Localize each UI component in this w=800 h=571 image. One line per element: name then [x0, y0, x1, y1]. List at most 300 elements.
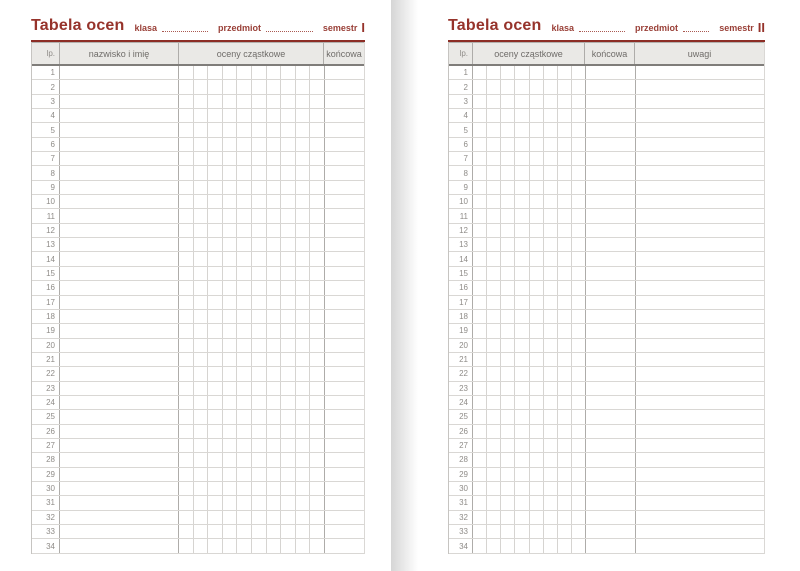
grade-cell [267, 482, 282, 495]
grade-cell [558, 138, 572, 151]
row-number: 28 [32, 453, 60, 466]
semester-label: semestr [322, 23, 358, 33]
table-row [449, 367, 764, 381]
grade-cell [558, 252, 572, 265]
grade-cell [179, 80, 194, 93]
grade-cell [252, 539, 267, 552]
grade-cell [208, 195, 223, 208]
grade-cell [572, 310, 585, 323]
column-header-final: końcowa [326, 48, 362, 59]
row-number: 22 [32, 367, 60, 380]
grade-cell [281, 267, 296, 280]
grade-cell [558, 367, 572, 380]
grade-cell [487, 539, 501, 552]
grade-cell [223, 496, 238, 509]
grade-cell [223, 367, 238, 380]
grade-cell [296, 511, 311, 524]
name-cell [60, 382, 179, 395]
grade-cell [194, 166, 209, 179]
grade-cells [179, 525, 325, 538]
grade-cell [194, 238, 209, 251]
grade-cell [194, 453, 209, 466]
grade-cells [473, 95, 586, 108]
grade-cell [252, 310, 267, 323]
table-row [32, 439, 364, 453]
name-cell [60, 339, 179, 352]
grade-cell [487, 353, 501, 366]
row-number: 23 [449, 382, 473, 395]
grade-cell [310, 453, 324, 466]
grade-cell [558, 439, 572, 452]
name-cell [60, 195, 179, 208]
table-row [32, 511, 364, 525]
grade-cell [515, 425, 529, 438]
grade-cell [572, 166, 585, 179]
grade-cell [281, 453, 296, 466]
grade-cell [544, 324, 558, 337]
grade-cell [296, 80, 311, 93]
grade-cell [252, 324, 267, 337]
grade-cell [530, 353, 544, 366]
grade-cell [281, 281, 296, 294]
table-row [449, 296, 764, 310]
row-number: 32 [449, 511, 473, 524]
row-number: 34 [449, 539, 473, 552]
name-cell [60, 496, 179, 509]
table-row [449, 95, 764, 109]
grade-cell [530, 396, 544, 409]
grade-cell [281, 367, 296, 380]
grade-cell [223, 410, 238, 423]
grade-cell [208, 281, 223, 294]
grade-cells [179, 80, 325, 93]
grade-cells [179, 123, 325, 136]
final-grade-cell [325, 453, 364, 466]
grade-cell [501, 224, 515, 237]
grade-cells [473, 367, 586, 380]
grade-cell [267, 439, 282, 452]
row-number: 16 [449, 281, 473, 294]
grade-cell [572, 267, 585, 280]
grade-cell [501, 482, 515, 495]
notes-cell [636, 238, 764, 251]
grade-cell [208, 224, 223, 237]
grade-cell [296, 453, 311, 466]
grade-cell [310, 195, 324, 208]
grade-cells [179, 281, 325, 294]
final-grade-cell [586, 439, 636, 452]
grade-cell [223, 152, 238, 165]
grade-cell [208, 324, 223, 337]
name-cell [60, 539, 179, 552]
grade-cells [473, 209, 586, 222]
grade-cell [572, 281, 585, 294]
grade-cell [296, 367, 311, 380]
row-number: 1 [32, 66, 60, 79]
grade-cell [237, 209, 252, 222]
grade-cell [267, 310, 282, 323]
grade-cell [223, 353, 238, 366]
grade-cells [179, 95, 325, 108]
grade-cell [252, 396, 267, 409]
grade-cell [194, 482, 209, 495]
grade-cell [252, 425, 267, 438]
grade-cell [473, 539, 487, 552]
grade-cell [572, 339, 585, 352]
final-grade-cell [325, 382, 364, 395]
grade-cell [296, 310, 311, 323]
grade-cell [252, 382, 267, 395]
grade-cell [179, 453, 194, 466]
grade-cells [179, 209, 325, 222]
table-row [449, 410, 764, 424]
grade-cell [237, 138, 252, 151]
grade-cell [179, 252, 194, 265]
grade-cell [296, 496, 311, 509]
final-grade-cell [325, 353, 364, 366]
table-row [32, 410, 364, 424]
grade-cell [223, 195, 238, 208]
grade-cell [179, 353, 194, 366]
row-number: 5 [449, 123, 473, 136]
grade-cells [179, 339, 325, 352]
grade-cell [558, 382, 572, 395]
grade-cell [252, 181, 267, 194]
grade-cell [572, 152, 585, 165]
table-row [32, 310, 364, 324]
row-number: 25 [449, 410, 473, 423]
grade-cell [194, 396, 209, 409]
grade-cell [530, 539, 544, 552]
grade-cell [267, 267, 282, 280]
grade-cells [179, 324, 325, 337]
grade-cell [179, 367, 194, 380]
grade-cell [223, 181, 238, 194]
grade-cell [310, 95, 324, 108]
grade-cell [558, 396, 572, 409]
grade-cell [473, 238, 487, 251]
grade-cells [473, 123, 586, 136]
grade-cell [267, 123, 282, 136]
final-grade-cell [325, 410, 364, 423]
grade-cell [223, 425, 238, 438]
table-row [32, 539, 364, 553]
grade-cell [473, 267, 487, 280]
grade-cell [487, 468, 501, 481]
final-grade-cell [586, 123, 636, 136]
row-number: 1 [449, 66, 473, 79]
column-header-name: nazwisko i imię [60, 43, 179, 64]
grade-cell [179, 425, 194, 438]
grade-cell [296, 152, 311, 165]
grade-cell [544, 66, 558, 79]
name-cell [60, 410, 179, 423]
grade-cell [281, 296, 296, 309]
grade-cells [473, 425, 586, 438]
grade-cell [267, 324, 282, 337]
final-grade-cell [586, 482, 636, 495]
grade-cell [310, 496, 324, 509]
name-cell [60, 123, 179, 136]
table-row [449, 252, 764, 266]
grade-cell [530, 310, 544, 323]
name-cell [60, 353, 179, 366]
row-number: 24 [32, 396, 60, 409]
grade-cell [252, 123, 267, 136]
grade-cell [530, 525, 544, 538]
grade-cell [208, 238, 223, 251]
grade-cell [237, 324, 252, 337]
name-cell [60, 425, 179, 438]
table-row [32, 238, 364, 252]
grade-cell [223, 123, 238, 136]
grade-cells [179, 109, 325, 122]
notes-cell [636, 453, 764, 466]
table-row [449, 482, 764, 496]
grade-cell [572, 80, 585, 93]
grade-cell [194, 511, 209, 524]
grade-cell [487, 238, 501, 251]
grade-cell [544, 453, 558, 466]
grade-cell [296, 468, 311, 481]
grade-cell [237, 252, 252, 265]
grade-cell [281, 410, 296, 423]
grade-cell [530, 209, 544, 222]
grade-cell [223, 453, 238, 466]
grade-cell [223, 539, 238, 552]
grade-cell [310, 525, 324, 538]
grade-cell [223, 482, 238, 495]
grade-cell [572, 209, 585, 222]
grade-cell [208, 267, 223, 280]
subject-label: przedmiot [635, 23, 679, 33]
row-number: 22 [449, 367, 473, 380]
grade-cell [558, 511, 572, 524]
final-grade-cell [586, 296, 636, 309]
grade-cell [267, 453, 282, 466]
grade-cell [310, 123, 324, 136]
notes-cell [636, 138, 764, 151]
grade-cell [515, 324, 529, 337]
table-row [449, 224, 764, 238]
grade-cell [558, 267, 572, 280]
final-grade-cell [586, 166, 636, 179]
final-grade-cell [325, 195, 364, 208]
grade-cells [473, 281, 586, 294]
grade-cell [515, 166, 529, 179]
final-grade-cell [325, 539, 364, 552]
grade-cell [223, 267, 238, 280]
table-row [32, 496, 364, 510]
name-cell [60, 252, 179, 265]
final-grade-cell [325, 80, 364, 93]
grade-cell [296, 339, 311, 352]
table-row [449, 496, 764, 510]
grade-cell [208, 525, 223, 538]
final-grade-cell [586, 396, 636, 409]
grade-cell [179, 209, 194, 222]
grade-cell [208, 482, 223, 495]
grade-cell [558, 353, 572, 366]
grade-cell [296, 195, 311, 208]
grade-cell [558, 224, 572, 237]
grade-cell [179, 181, 194, 194]
grade-cell [296, 410, 311, 423]
grade-cell [572, 453, 585, 466]
row-number: 7 [32, 152, 60, 165]
grade-cell [515, 95, 529, 108]
grade-cell [530, 382, 544, 395]
grade-cell [572, 224, 585, 237]
row-number: 26 [449, 425, 473, 438]
grade-cell [267, 367, 282, 380]
grade-cell [501, 109, 515, 122]
grade-cell [267, 281, 282, 294]
grade-cell [544, 123, 558, 136]
grade-cell [281, 152, 296, 165]
grade-cell [530, 281, 544, 294]
grade-cell [223, 209, 238, 222]
table-row [449, 166, 764, 180]
grade-cells [179, 166, 325, 179]
grade-cells [473, 152, 586, 165]
final-grade-cell [586, 525, 636, 538]
grade-cells [473, 166, 586, 179]
notes-cell [636, 353, 764, 366]
table-row [32, 468, 364, 482]
grade-cell [544, 511, 558, 524]
grade-cell [501, 367, 515, 380]
final-grade-cell [325, 525, 364, 538]
grade-cell [237, 166, 252, 179]
grade-cells [473, 453, 586, 466]
grade-cell [296, 396, 311, 409]
grade-cell [473, 410, 487, 423]
grade-cell [267, 382, 282, 395]
grade-cell [515, 224, 529, 237]
table-row [449, 353, 764, 367]
row-number: 4 [32, 109, 60, 122]
grade-cell [252, 410, 267, 423]
grade-cell [194, 181, 209, 194]
grade-cell [544, 482, 558, 495]
grade-cell [530, 267, 544, 280]
table-row [32, 224, 364, 238]
row-number: 31 [32, 496, 60, 509]
row-number: 17 [449, 296, 473, 309]
grade-cell [194, 296, 209, 309]
grade-cell [572, 539, 585, 552]
row-number: 17 [32, 296, 60, 309]
grade-cell [208, 496, 223, 509]
grade-cell [208, 296, 223, 309]
grade-cell [237, 367, 252, 380]
grade-cell [194, 496, 209, 509]
grade-cell [296, 539, 311, 552]
row-number: 10 [32, 195, 60, 208]
grade-cells [473, 267, 586, 280]
grade-cells [473, 310, 586, 323]
grade-cell [501, 439, 515, 452]
grade-cell [237, 453, 252, 466]
final-grade-cell [586, 453, 636, 466]
page-title: Tabela ocen [31, 17, 125, 34]
grade-cell [544, 224, 558, 237]
final-grade-cell [325, 496, 364, 509]
grade-cells [473, 109, 586, 122]
grade-cell [310, 324, 324, 337]
semester-number: I [361, 20, 365, 35]
grade-cell [501, 195, 515, 208]
grade-cell [179, 539, 194, 552]
grade-cell [572, 468, 585, 481]
grade-cell [544, 439, 558, 452]
notes-cell [636, 324, 764, 337]
grade-cells [179, 267, 325, 280]
grade-cells [179, 539, 325, 552]
grade-cell [515, 353, 529, 366]
grade-cell [530, 511, 544, 524]
notes-cell [636, 439, 764, 452]
grade-cell [281, 468, 296, 481]
grade-cell [473, 439, 487, 452]
grade-cell [544, 181, 558, 194]
grade-cell [558, 123, 572, 136]
grade-cell [530, 339, 544, 352]
grade-cell [515, 511, 529, 524]
grade-cell [501, 396, 515, 409]
row-number: 23 [32, 382, 60, 395]
grade-cell [501, 539, 515, 552]
grade-cells [179, 252, 325, 265]
notes-cell [636, 539, 764, 552]
grade-cell [237, 195, 252, 208]
name-cell [60, 209, 179, 222]
grade-cell [558, 482, 572, 495]
grade-cell [296, 439, 311, 452]
table-row [449, 511, 764, 525]
grade-cell [544, 109, 558, 122]
table-header-row [449, 42, 764, 66]
grade-cell [208, 138, 223, 151]
grade-cell [208, 468, 223, 481]
grade-cell [223, 166, 238, 179]
grade-cell [296, 296, 311, 309]
grade-cell [501, 468, 515, 481]
grade-cell [544, 425, 558, 438]
grade-cell [310, 296, 324, 309]
grade-cell [530, 80, 544, 93]
grade-cell [267, 539, 282, 552]
grade-cell [473, 496, 487, 509]
grade-cell [515, 339, 529, 352]
page-header [31, 13, 365, 34]
notes-cell [636, 396, 764, 409]
table-row [32, 324, 364, 338]
grade-cell [194, 195, 209, 208]
grade-cells [473, 511, 586, 524]
grade-cell [473, 482, 487, 495]
grade-cell [501, 95, 515, 108]
grade-cell [572, 138, 585, 151]
notes-cell [636, 496, 764, 509]
grade-cell [530, 66, 544, 79]
row-number: 21 [449, 353, 473, 366]
grade-cell [267, 252, 282, 265]
grade-cell [473, 181, 487, 194]
grade-cell [208, 539, 223, 552]
table-row [32, 396, 364, 410]
